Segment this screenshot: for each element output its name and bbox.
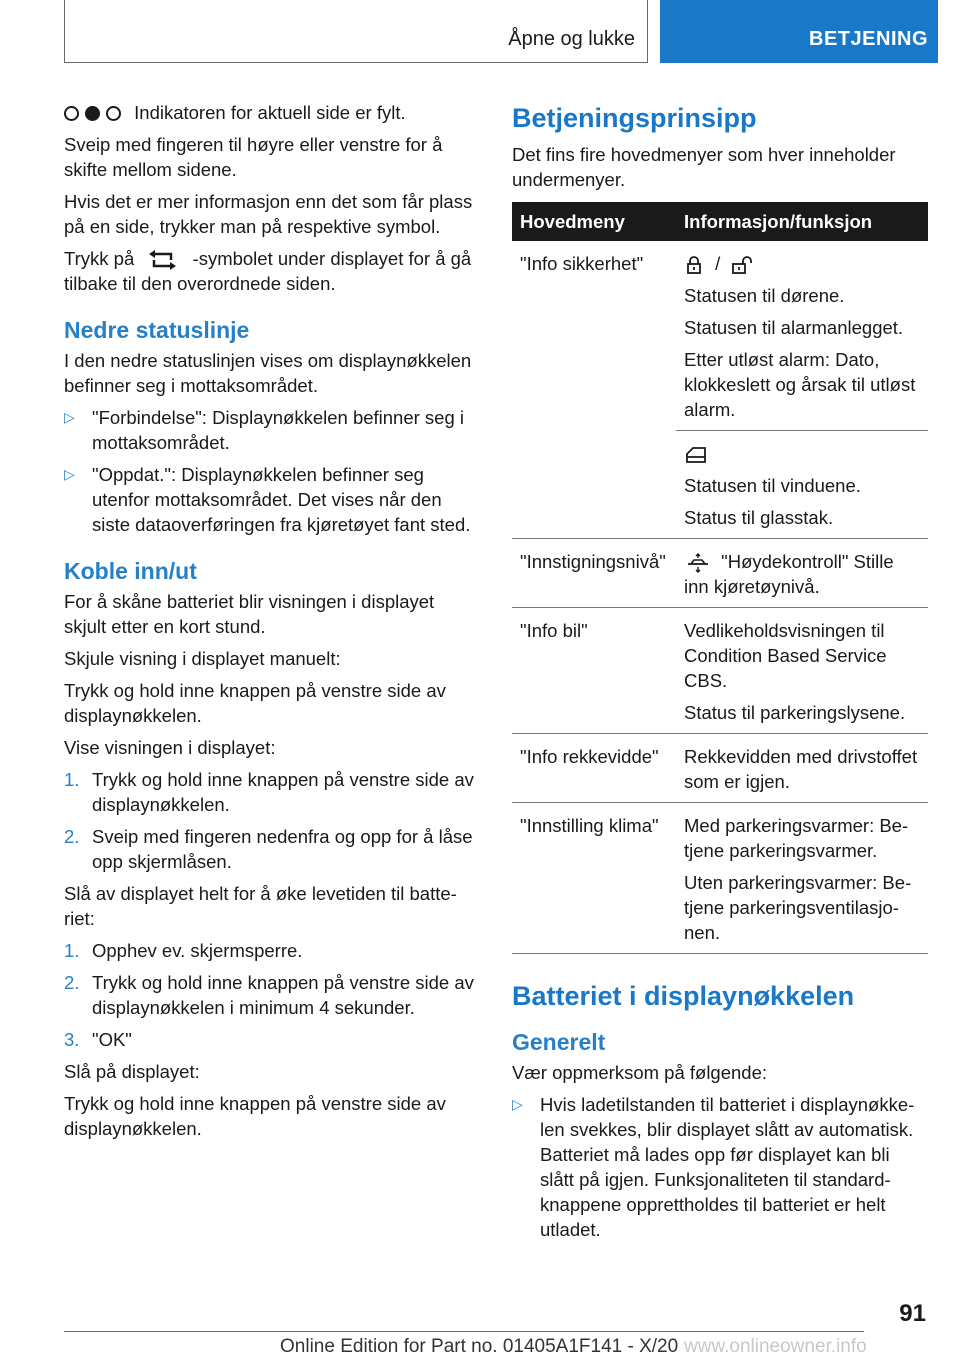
triangle-bullet-icon: ▷ (512, 1096, 523, 1112)
heading-principle: Betjeningsprinsipp (512, 103, 757, 133)
heading-general: Generelt (512, 1029, 606, 1055)
step-number: 1. (64, 940, 80, 961)
cell-info (676, 539, 928, 608)
header-chapter-tab: BETJENING (660, 0, 938, 63)
cell-info (676, 608, 928, 734)
icon-line (684, 441, 922, 466)
column-header-main-menu: Hovedmeny (512, 202, 676, 241)
info-line: Rekkevidden med drivstoffet som er igjen. (684, 746, 918, 792)
info-line: Statusen til vinduene. (684, 475, 861, 496)
more-info-paragraph: Hvis det er mer informasjon enn det som får plass på en side, trykker man på respektive symbol. (64, 191, 473, 237)
back-text-pre: Trykk på (64, 248, 135, 269)
list-item (64, 767, 476, 817)
couple-paragraph: For å skåne batteriet blir visningen i displayet skjult etter en kort stund. (64, 591, 435, 637)
step-text: Trykk og hold inne knappen på venstre side av displaynøkkelen i minimum 4 sekunder. (92, 972, 474, 1018)
cell-info (676, 241, 928, 431)
hide-manual-paragraph: Skjule visning i displayet manuelt: (64, 648, 341, 669)
cell-menu: "Innstilling klima" (512, 803, 676, 954)
page-dot-empty-icon (64, 106, 79, 121)
triangle-bullet-icon: ▷ (64, 409, 75, 425)
step-number: 2. (64, 826, 80, 847)
list-item (512, 1092, 928, 1242)
page-dot-empty-icon (106, 106, 121, 121)
header-section-box (64, 0, 648, 63)
footer-divider (64, 1331, 864, 1332)
step-number: 2. (64, 972, 80, 993)
info-line: Uten parkeringsvarmer: Betjene parkeringsventilasjonen. (684, 872, 912, 943)
footer-edition: Online Edition for Part no. 01405A1F141 - X/20 (280, 1336, 679, 1357)
show-paragraph: Vise visningen i displayet: (64, 737, 276, 758)
list-item (64, 462, 476, 537)
indicator-paragraph (64, 100, 476, 125)
list-item (64, 1027, 476, 1052)
list-item (64, 824, 476, 874)
heading-status-line: Nedre statuslinje (64, 317, 250, 343)
table-row (512, 803, 928, 954)
info-line: Status til glasstak. (684, 507, 834, 528)
swipe-paragraph: Sveip med fingeren til høyre eller venstre for å skifte mellom sidene. (64, 134, 443, 180)
cell-menu: "Info rekkevidde" (512, 734, 676, 803)
cell-menu: "Info sikkerhet" (512, 241, 676, 539)
header-section-title: Åpne og lukke (508, 28, 635, 50)
window-icon (684, 445, 708, 465)
page-indicator-icon (64, 106, 121, 121)
table-header-row (512, 202, 928, 241)
cell-info (676, 803, 928, 954)
menu-table (512, 202, 928, 954)
back-text-post: -symbolet under displayet for å gå tilbake til den overordnede siden. (64, 248, 472, 294)
step-number: 1. (64, 769, 80, 790)
table-row (512, 539, 928, 608)
list-item (64, 405, 476, 455)
cell-info (676, 734, 928, 803)
list-item (64, 938, 476, 963)
on-how-paragraph: Trykk og hold inne knappen på venstre side av displaynøkkelen. (64, 1093, 446, 1139)
icon-line (684, 251, 922, 276)
info-line: Med parkeringsvarmer: Betjene parkeringsvarmer. (684, 815, 909, 861)
info-line: Vedlikeholdsvisningen til Condition Based Service CBS. (684, 620, 887, 691)
principle-paragraph: Det fins fire hovedmenyer som hver inneholder undermenyer. (512, 144, 896, 190)
on-paragraph: Slå på displayet: (64, 1061, 200, 1082)
info-line: Etter utløst alarm: Dato, klokkeslett og årsak til utløst alarm. (684, 349, 916, 420)
bullet-text: "Oppdat.": Displaynøkkelen befinner seg utenfor mottaksområdet. Det vises når den siste dataoverføringen fra kjøretøyet fant sted. (92, 464, 471, 535)
step-text: Opphev ev. skjermsperre. (92, 940, 303, 961)
info-line: Status til parkeringslysene. (684, 702, 906, 723)
lock-open-icon (731, 255, 757, 275)
heading-battery: Batteriet i displaynøkkelen (512, 981, 855, 1011)
footer-watermark: www.onlineowner.info (684, 1336, 867, 1357)
hide-how-paragraph: Trykk og hold inne knappen på venstre side av displaynøkkelen. (64, 680, 446, 726)
info-line (684, 549, 922, 599)
page-dot-filled-icon (85, 106, 100, 121)
step-text: "OK" (92, 1029, 132, 1050)
table-row (512, 241, 928, 431)
lock-closed-icon (684, 255, 704, 275)
bullet-text: "Forbindelse": Displaynøkkelen befinner seg i mottaksområdet. (92, 407, 465, 453)
note-paragraph: Vær oppmerksom på følgende: (512, 1062, 768, 1083)
cell-info (676, 431, 928, 539)
indicator-text: Indikatoren for aktuell side er fylt. (134, 102, 406, 123)
right-column (512, 100, 928, 1249)
list-item (64, 970, 476, 1020)
left-column (64, 100, 476, 1148)
cell-menu: "Innstigningsnivå" (512, 539, 676, 608)
column-header-info: Informasjon/funksjon (676, 202, 928, 241)
bullet-text: Hvis ladetilstanden til batteriet i displaynøkkelen svekkes, blir displayet slått av automatisk. Batteriet må lades opp før displayet kan bli slått på igjen. Funksjonaliteten til standardknappene opprettholdes til batteriet er helt utladet. (540, 1094, 915, 1240)
table-row (512, 734, 928, 803)
step-text: Trykk og hold inne knappen på venstre side av displaynøkkelen. (92, 769, 474, 815)
step-number: 3. (64, 1029, 80, 1050)
info-line: Statusen til dørene. (684, 285, 845, 306)
back-arrow-icon (145, 250, 181, 270)
off-paragraph: Slå av displayet helt for å øke levetiden til batteriet: (64, 883, 457, 929)
icon-separator: / (715, 253, 721, 274)
back-paragraph (64, 246, 476, 296)
height-control-icon (684, 553, 712, 573)
status-paragraph: I den nedre statuslinjen vises om displaynøkkelen befinner seg i mottaksområdet. (64, 350, 472, 396)
step-text: Sveip med fingeren nedenfra og opp for å låse opp skjermlåsen. (92, 826, 473, 872)
info-line: Statusen til alarmanlegget. (684, 317, 904, 338)
page-number: 91 (899, 1300, 926, 1327)
heading-couple: Koble inn/ut (64, 558, 197, 584)
table-row (512, 608, 928, 734)
info-text: "Høydekontroll" Stille inn kjøretøynivå. (684, 551, 894, 597)
triangle-bullet-icon: ▷ (64, 466, 75, 482)
cell-menu: "Info bil" (512, 608, 676, 734)
